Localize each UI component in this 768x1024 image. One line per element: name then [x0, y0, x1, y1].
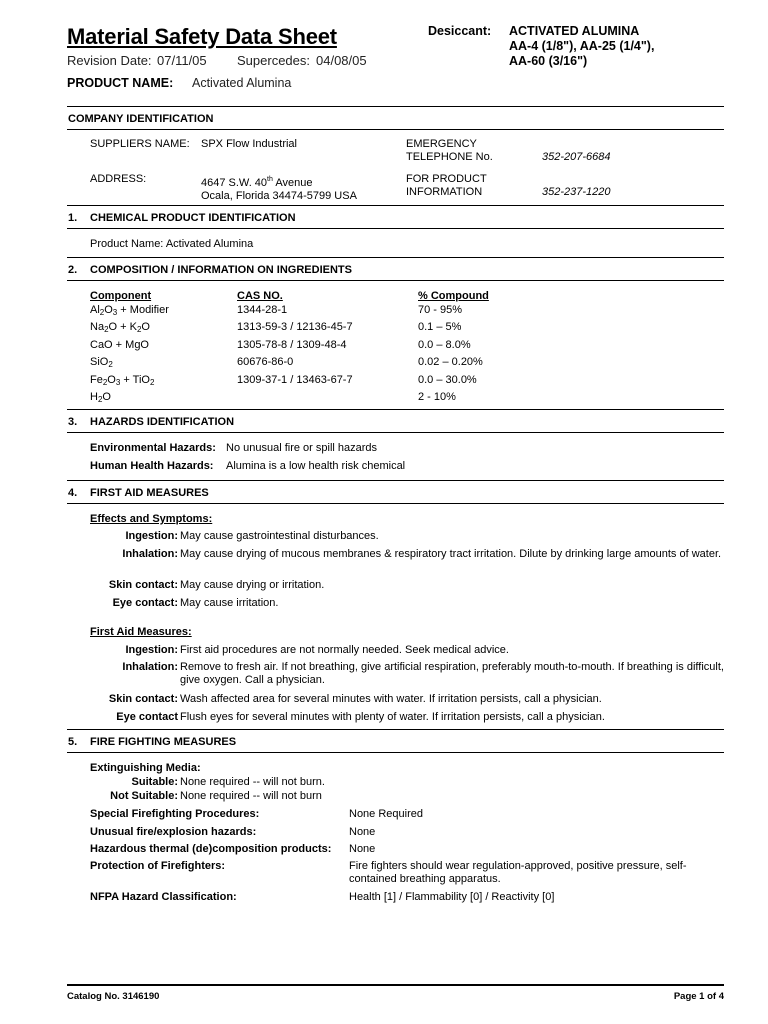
section-rule: [67, 409, 724, 410]
section-rule: [67, 480, 724, 481]
section-title: FIRE FIGHTING MEASURES: [90, 736, 237, 748]
pct-cell: 2 - 10%: [418, 391, 456, 403]
aid-inhalation-label: Inhalation:: [122, 661, 178, 673]
section-rule: [67, 257, 724, 258]
section-rule: [67, 280, 724, 281]
not-suitable-label: Not Suitable:: [110, 790, 178, 802]
desiccant-line: ACTIVATED ALUMINA: [509, 24, 640, 38]
unusual-hazards-value: None: [349, 826, 376, 838]
emergency-label-line: EMERGENCY: [406, 138, 477, 150]
effects-ingestion-label: Ingestion:: [125, 530, 178, 542]
aid-eye-value: Flush eyes for several minutes with plenty of water. If irritation persists, call a physician.: [180, 711, 605, 723]
table-row: [90, 339, 149, 352]
supersedes-date: 04/08/05: [316, 53, 367, 68]
component-cell: $Al_2O_3$ + Modifier: [90, 304, 169, 317]
supersedes-label: Supercedes:: [237, 53, 310, 68]
product-info-label-line: FOR PRODUCT: [406, 173, 487, 185]
special-procedures-label: Special Firefighting Procedures:: [90, 808, 260, 820]
effects-skin-label: Skin contact:: [108, 579, 178, 591]
env-hazards-label: Environmental Hazards:: [90, 442, 216, 454]
pct-cell: 0.0 – 30.0%: [418, 374, 477, 386]
suppliers-value: SPX Flow Industrial: [201, 138, 297, 150]
effects-skin-value: May cause drying or irritation.: [180, 579, 325, 591]
first-aid-heading: First Aid Measures:: [90, 626, 192, 638]
desiccant-line: AA-4 (1/8"), AA-25 (1/4"),: [509, 39, 655, 53]
cas-cell: 60676-86-0: [237, 356, 294, 368]
section-title: CHEMICAL PRODUCT IDENTIFICATION: [90, 212, 296, 224]
cas-cell: 1309-37-1 / 13463-67-7: [237, 374, 353, 386]
table-row: [90, 321, 150, 336]
cas-cell: 1344-28-1: [237, 304, 288, 316]
section-number: 3.: [68, 416, 78, 428]
product-name: Activated Alumina: [192, 76, 292, 90]
firefighter-protection-label: Protection of Firefighters:: [90, 860, 226, 872]
component-cell: CaO + MgO: [90, 339, 149, 351]
section-rule: [67, 752, 724, 753]
table-row: [90, 356, 113, 371]
desiccant-line: AA-60 (3/16"): [509, 54, 588, 68]
table-row: [90, 391, 111, 406]
desiccant-products: [509, 24, 654, 69]
emergency-phone: 352-207-6684: [542, 151, 611, 163]
footer-rule: [67, 984, 724, 986]
col-cas: CAS NO.: [237, 290, 283, 302]
unusual-hazards-label: Unusual fire/explosion hazards:: [90, 826, 257, 838]
aid-eye-label: Eye contact: [116, 711, 178, 723]
emergency-label: [406, 138, 493, 164]
company-heading: COMPANY IDENTIFICATION: [68, 113, 214, 125]
suitable-value: None required -- will not burn.: [180, 776, 325, 788]
section-title: COMPOSITION / INFORMATION ON INGREDIENTS: [90, 264, 352, 276]
product-info-label-line: INFORMATION: [406, 186, 483, 198]
effects-inhalation-label: Inhalation:: [122, 548, 178, 560]
address-line: Ocala, Florida 34474-5799 USA: [201, 190, 357, 202]
component-cell: $Fe_2O_3 + TiO_2$: [90, 374, 155, 387]
revision-date: 07/11/05: [157, 53, 207, 68]
col-component: Component: [90, 290, 152, 302]
section-rule: [67, 205, 724, 206]
special-procedures-value: None Required: [349, 808, 423, 820]
component-cell: SiO$_2$: [90, 356, 113, 369]
section-rule: [67, 129, 724, 130]
firefighter-protection-value: Fire fighters should wear regulation-approved, positive pressure, self-contained breathing apparatus.: [349, 860, 687, 885]
section-number: 2.: [68, 264, 78, 276]
pct-cell: 0.02 – 0.20%: [418, 356, 483, 368]
section-rule: [67, 228, 724, 229]
aid-ingestion-label: Ingestion:: [125, 644, 178, 656]
product-name-line: Product Name: Activated Alumina: [90, 238, 254, 250]
section-rule: [67, 106, 724, 107]
effects-ingestion-value: May cause gastrointestinal disturbances.: [180, 530, 379, 542]
section-number: 5.: [68, 736, 78, 748]
section-rule: [67, 729, 724, 730]
product-info-phone: 352-237-1220: [542, 186, 611, 198]
col-compound: % Compound: [418, 290, 489, 302]
component-cell: $H_2O$: [90, 391, 111, 404]
effects-eye-value: May cause irritation.: [180, 597, 279, 609]
table-row: [90, 304, 169, 319]
effects-eye-label: Eye contact:: [112, 597, 178, 609]
not-suitable-value: None required -- will not burn: [180, 790, 322, 802]
section-title: HAZARDS IDENTIFICATION: [90, 416, 235, 428]
revision-date-label: Revision Date:: [67, 53, 152, 68]
address-value: [201, 173, 357, 203]
aid-skin-label: Skin contact:: [108, 693, 178, 705]
address-line: 4647 S.W. 40th Avenue: [201, 176, 313, 189]
aid-inhalation-value: Remove to fresh air. If not breathing, give artificial respiration, preferably mouth-to-mouth. If breathing is difficult, give oxygen. Call a physician.: [180, 661, 724, 686]
component-cell: $Na_2O + K_2O$: [90, 321, 150, 334]
catalog-number: Catalog No. 3146190: [67, 991, 160, 1002]
effects-inhalation-value: May cause drying of mucous membranes & respiratory tract irritation. Dilute by drinking large amounts of water.: [180, 548, 722, 560]
desiccant-label: Desiccant:: [428, 24, 492, 38]
aid-skin-value: Wash affected area for several minutes with water. If irritation persists, call a physician.: [180, 693, 602, 705]
media-heading: Extinguishing Media:: [90, 762, 201, 774]
pct-cell: 0.0 – 8.0%: [418, 339, 471, 351]
nfpa-label: NFPA Hazard Classification:: [90, 891, 237, 903]
env-hazards-value: No unusual fire or spill hazards: [226, 442, 378, 454]
section-number: 1.: [68, 212, 78, 224]
pct-cell: 0.1 – 5%: [418, 321, 462, 333]
section-rule: [67, 432, 724, 433]
pct-cell: 70 - 95%: [418, 304, 463, 316]
cas-cell: 1305-78-8 / 1309-48-4: [237, 339, 347, 351]
document-title: Material Safety Data Sheet: [67, 24, 337, 49]
cas-cell: 1313-59-3 / 12136-45-7: [237, 321, 353, 333]
human-hazards-value: Alumina is a low health risk chemical: [226, 460, 406, 472]
address-label: ADDRESS:: [90, 173, 147, 185]
page-number: Page 1 of 4: [673, 991, 724, 1002]
section-title: FIRST AID MEASURES: [90, 487, 209, 499]
thermal-products-value: None: [349, 843, 376, 855]
human-hazards-label: Human Health Hazards:: [90, 460, 214, 472]
emergency-label-line: TELEPHONE No.: [406, 151, 493, 163]
nfpa-value: Health [1] / Flammability [0] / Reactivity [0]: [349, 891, 555, 903]
effects-heading: Effects and Symptoms:: [90, 513, 213, 525]
thermal-products-label: Hazardous thermal (de)composition products:: [90, 843, 332, 855]
product-name-label: PRODUCT NAME:: [67, 76, 174, 90]
aid-ingestion-value: First aid procedures are not normally needed. Seek medical advice.: [180, 644, 509, 656]
table-row: [90, 374, 154, 389]
suitable-label: Suitable:: [131, 776, 178, 788]
section-rule: [67, 503, 724, 504]
section-number: 4.: [68, 487, 78, 499]
product-info-label: [406, 173, 487, 199]
suppliers-label: SUPPLIERS NAME:: [90, 138, 190, 150]
